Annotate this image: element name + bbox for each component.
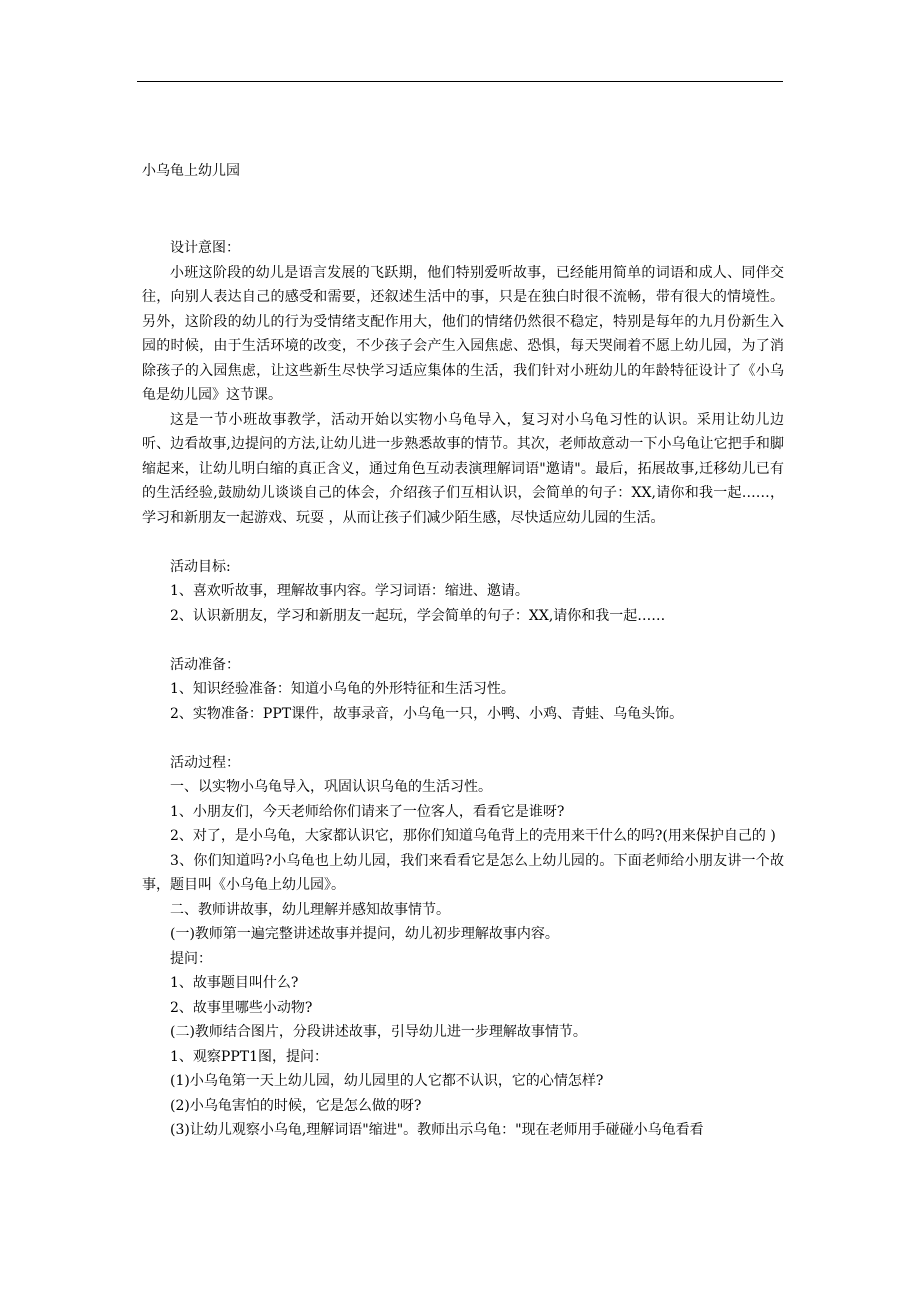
design-paragraph-2: 这是一节小班故事教学，活动开始以实物小乌龟导入，复习对小乌龟习性的认识。采用让幼儿边听、边看故事,边提问的方法,让幼儿进一步熟悉故事的情节。其次，老师故意动一下小乌龟让它把手和脚缩起来，让幼儿明白缩的真正含义，通过角色互动表演理解词语"邀请"。最后，拓展故事,迁移幼儿已有的生活经验,鼓励幼儿谈谈自己的体会，介绍孩子们互相认识，会简单的句子：XX,请你和我一起……，学习和新朋友一起游戏、玩耍 ，从而让孩子们减少陌生感，尽快适应幼儿园的生活。 (142, 411, 784, 526)
process-step-1: 一、以实物小乌龟导入，巩固认识乌龟的生活习性。 (170, 779, 492, 795)
process-step-2-a: (一)教师第一遍完整讲述故事并提问，幼儿初步理解故事内容。 (170, 926, 559, 942)
goal-item-1: 1、喜欢听故事，理解故事内容。学习词语：缩进、邀请。 (170, 583, 529, 599)
question-label: 提问： (170, 950, 212, 967)
document-title: 小乌龟上幼儿园 (142, 163, 240, 179)
question-2: 2、故事里哪些小动物? (170, 999, 313, 1016)
prep-item-1: 1、知识经验准备：知道小乌龟的外形特征和生活习性。 (170, 681, 515, 697)
spacer (142, 628, 784, 653)
header-rule (137, 81, 783, 82)
goals-heading: 活动目标: (170, 558, 231, 575)
ppt1-question-2: (2)小乌龟害怕的时候，它是怎么做的呀? (170, 1097, 422, 1114)
goal-item-2: 2、认识新朋友，学习和新朋友一起玩，学会简单的句子：XX,请你和我一起…… (170, 607, 666, 624)
question-1: 1、故事题目叫什么? (170, 975, 299, 991)
process-step-1-1: 1、小朋友们，今天老师给你们请来了一位客人，看看它是谁呀? (170, 803, 565, 820)
ppt1-question-1: (1)小乌龟第一天上幼儿园，幼儿园里的人它都不认识，它的心情怎样? (170, 1073, 604, 1089)
process-step-1-2: 2、对了，是小乌龟，大家都认识它，那你们知道乌龟背上的壳用来干什么的吗?(用来保护自己的 ) (170, 828, 776, 844)
prep-item-2: 2、实物准备：PPT课件，故事录音，小乌龟一只，小鸭、小鸡、青蛙、乌龟头饰。 (170, 705, 684, 722)
prep-heading: 活动准备： (170, 656, 240, 673)
design-paragraph-1: 小班这阶段的幼儿是语言发展的飞跃期，他们特别爱听故事，已经能用简单的词语和成人、同伴交往，向别人表达自己的感受和需要，还叙述生活中的事，只是在独白时很不流畅，带有很大的情境性。另外，这阶段的幼儿的行为受情绪支配作用大，他们的情绪仍然很不稳定，特别是每年的九月份新生入园的时候，由于生活环境的改变，不少孩子会产生入园焦虑、恐惧，每天哭闹着不愿上幼儿园，为了消除孩子的入园焦虑，让这些新生尽快学习适应集体的生活，我们针对小班幼儿的年龄特征设计了《小乌龟是幼儿园》这节课。 (142, 264, 784, 403)
process-heading: 活动过程： (170, 754, 240, 771)
process-step-2: 二、教师讲故事，幼儿理解并感知故事情节。 (170, 901, 450, 918)
design-heading: 设计意图： (170, 240, 240, 256)
ppt1-prompt: 1、观察PPT1图，提问： (170, 1048, 328, 1065)
process-step-1-3: 3、你们知道吗?小乌龟也上幼儿园，我们来看看它是怎么上幼儿园的。下面老师给小朋友讲一个故事，题目叫《小乌龟上幼儿园》。 (142, 852, 784, 893)
spacer (142, 726, 784, 751)
process-step-2-b: (二)教师结合图片，分段讲述故事，引导幼儿进一步理解故事情节。 (170, 1024, 587, 1040)
document-body (142, 236, 784, 1143)
spacer (142, 530, 784, 555)
ppt1-question-3: (3)让幼儿观察小乌龟,理解词语"缩进"。教师出示乌龟："现在老师用手碰碰小乌龟看看 (170, 1122, 704, 1138)
